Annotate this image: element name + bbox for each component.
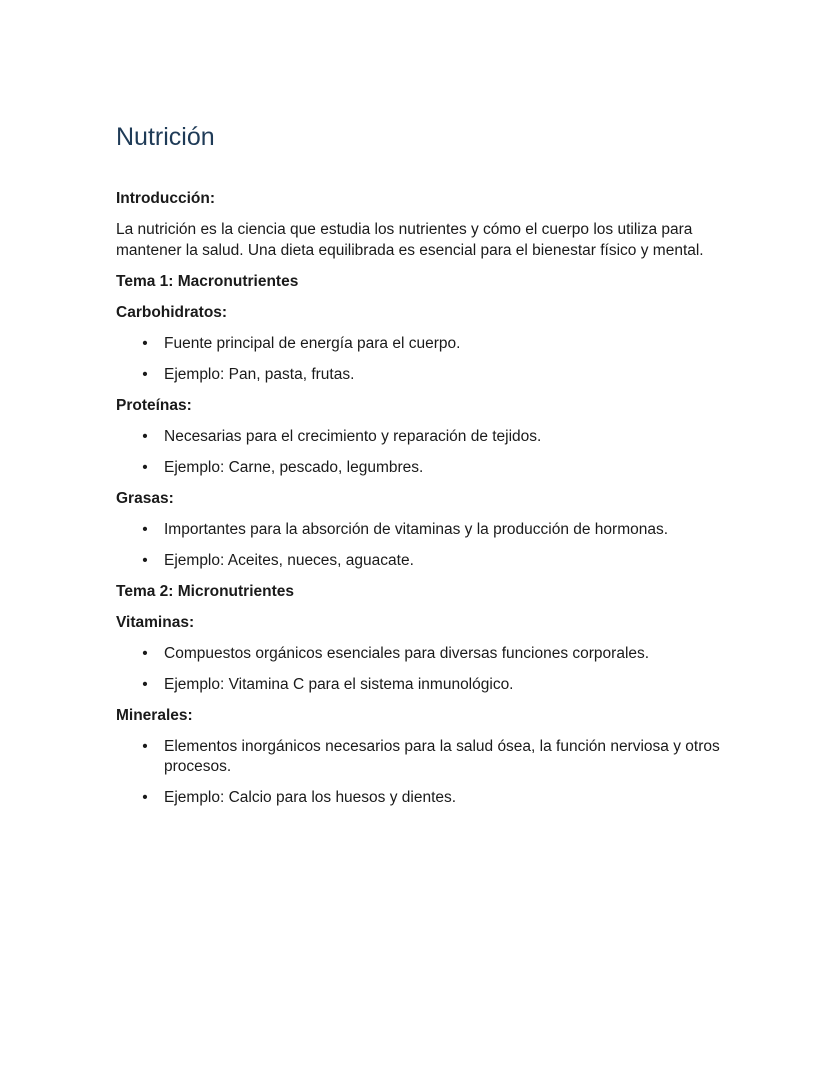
topic2-heading: Tema 2: Micronutrientes xyxy=(116,583,295,600)
list-item xyxy=(116,334,724,354)
bullet-icon: • xyxy=(142,789,148,806)
bullet-icon: • xyxy=(142,521,148,538)
minerals-heading: Minerales: xyxy=(116,707,193,724)
list-item-text: Elementos inorgánicos necesarios para la salud ósea, la función nerviosa y otros procesos. xyxy=(164,738,720,775)
bullet-icon: • xyxy=(142,645,148,662)
carbs-heading: Carbohidratos: xyxy=(116,304,228,321)
list-item xyxy=(116,458,724,478)
bullet-icon: • xyxy=(142,366,148,383)
list-item-text: Ejemplo: Aceites, nueces, aguacate. xyxy=(164,552,414,569)
intro-heading: Introducción: xyxy=(116,190,216,207)
list-item xyxy=(116,737,724,777)
proteins-list xyxy=(116,427,756,478)
list-item xyxy=(116,788,724,808)
list-item-text: Necesarias para el crecimiento y reparación de tejidos. xyxy=(164,428,542,445)
list-item-text: Ejemplo: Pan, pasta, frutas. xyxy=(164,366,355,383)
bullet-icon: • xyxy=(142,738,148,755)
list-item-text: Importantes para la absorción de vitaminas y la producción de hormonas. xyxy=(164,521,669,538)
vitamins-heading: Vitaminas: xyxy=(116,614,195,631)
list-item-text: Ejemplo: Vitamina C para el sistema inmunológico. xyxy=(164,676,514,693)
bullet-icon: • xyxy=(142,552,148,569)
list-item xyxy=(116,520,724,540)
list-item-text: Fuente principal de energía para el cuerpo. xyxy=(164,335,461,352)
list-item-text: Ejemplo: Calcio para los huesos y dientes. xyxy=(164,789,457,806)
document-title: Nutrición xyxy=(116,123,215,151)
list-item xyxy=(116,427,724,447)
carbs-list xyxy=(116,334,756,385)
fats-heading: Grasas: xyxy=(116,490,174,507)
list-item xyxy=(116,365,724,385)
topic1-heading: Tema 1: Macronutrientes xyxy=(116,273,299,290)
intro-paragraph: La nutrición es la ciencia que estudia los nutrientes y cómo el cuerpo los utiliza para mantener la salud. Una dieta equilibrada es esencial para el bienestar físico y mental. xyxy=(116,221,704,259)
bullet-icon: • xyxy=(142,428,148,445)
fats-list xyxy=(116,520,756,571)
list-item xyxy=(116,551,724,571)
vitamins-list xyxy=(116,644,756,695)
list-item-text: Ejemplo: Carne, pescado, legumbres. xyxy=(164,459,424,476)
minerals-list xyxy=(116,737,756,808)
list-item-text: Compuestos orgánicos esenciales para diversas funciones corporales. xyxy=(164,645,650,662)
bullet-icon: • xyxy=(142,335,148,352)
bullet-icon: • xyxy=(142,459,148,476)
list-item xyxy=(116,644,724,664)
document-body xyxy=(116,189,756,819)
list-item xyxy=(116,675,724,695)
bullet-icon: • xyxy=(142,676,148,693)
proteins-heading: Proteínas: xyxy=(116,397,192,414)
